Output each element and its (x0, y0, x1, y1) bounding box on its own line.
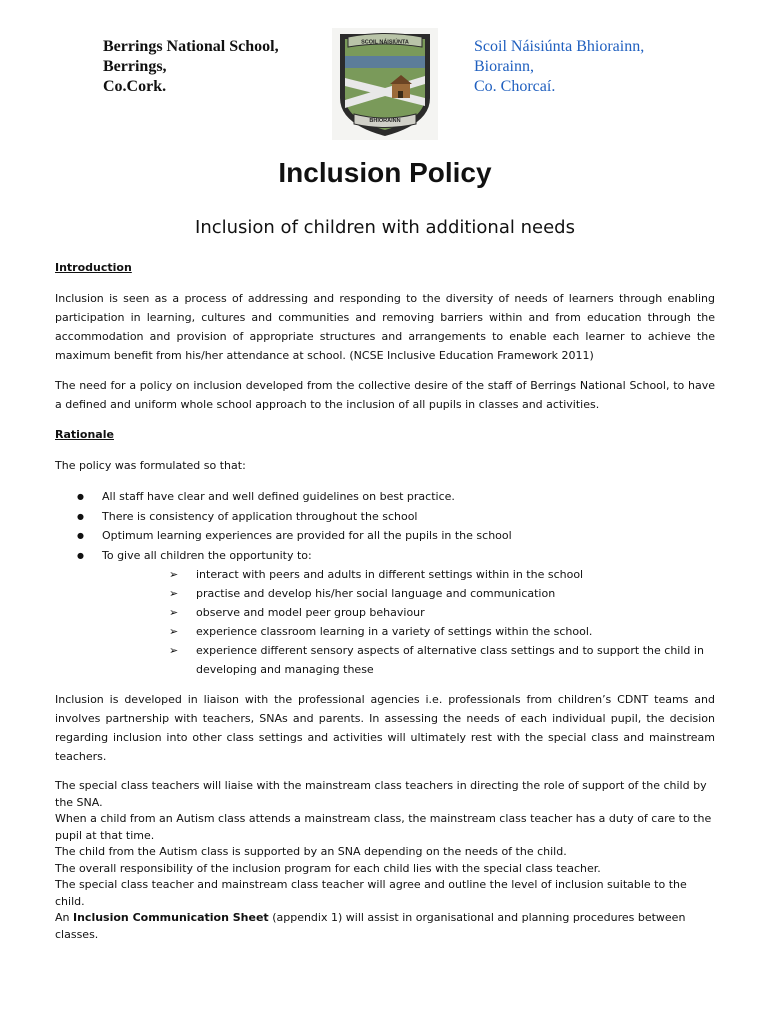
rationale-bullet-list (55, 487, 715, 565)
school-town-irish: Biorainn, (474, 58, 534, 75)
opportunity-sub-list (55, 565, 715, 679)
arrow-item: ➢ experience different sensory aspects of alternative class settings and to support the child in developing and managing these (55, 641, 715, 679)
bullet-item: ● All staff have clear and well defined guidelines on best practice. (55, 487, 715, 507)
crest-bottom-banner-text: BHIORAINN (369, 118, 401, 124)
crest-building-door (398, 91, 403, 98)
school-town: Berrings, (103, 58, 167, 75)
school-name-irish: Scoil Náisiúnta Bhiorainn, (474, 38, 645, 55)
introduction-paragraph-1: Inclusion is seen as a process of addressing and responding to the diversity of needs of learners through enabling participation in learning, cultures and communities and removing barriers within and from education through the accommodation and provision of appropriate structures and arrangements to enable each learner to achieve the maximum benefit from his/her attendance at school. (NCSE Inclusive Education Framework 2011) (55, 292, 715, 362)
school-crest-logo (332, 28, 438, 140)
school-name: Berrings National School, (103, 38, 279, 55)
closing-line-final (55, 910, 715, 943)
bullet-item: ● To give all children the opportunity to: (55, 546, 715, 566)
arrow-item: ➢ observe and model peer group behaviour (55, 603, 715, 622)
liaison-paragraph: Inclusion is developed in liaison with the professional agencies i.e. professionals from children’s CDNT teams and involves partnership with teachers, SNAs and parents. In assessing the needs of each individual pupil, the decision regarding inclusion into other class settings and activities will ultimately rest with the special class and mainstream teachers. (55, 693, 715, 763)
school-county-irish: Co. Chorcaí. (474, 78, 556, 95)
page-subtitle: Inclusion of children with additional needs (195, 217, 575, 238)
closing-line: The special class teacher and mainstream class teacher will agree and outline the level of inclusion suitable to the child. (55, 878, 687, 908)
arrow-item: ➢ experience classroom learning in a variety of settings within the school. (55, 622, 715, 641)
school-county: Co.Cork. (103, 78, 167, 95)
introduction-paragraph-2: The need for a policy on inclusion developed from the collective desire of the staff of Berrings National School, to have a defined and uniform whole school approach to the inclusion of all pupils in classes and activities. (55, 379, 715, 411)
final-line-suffix: (appendix 1) will assist in organisational and planning procedures between classes. (55, 911, 686, 941)
final-line-prefix: An (55, 911, 73, 924)
introduction-heading: Introduction (55, 261, 132, 274)
crest-sky (345, 56, 425, 68)
bullet-item: ● Optimum learning experiences are provided for all the pupils in the school (55, 526, 715, 546)
closing-line: The overall responsibility of the inclusion program for each child lies with the special class teacher. (55, 861, 601, 875)
bullet-item: ● There is consistency of application throughout the school (55, 507, 715, 527)
rationale-heading: Rationale (55, 428, 114, 441)
page-title: Inclusion Policy (278, 157, 492, 188)
school-address-english (103, 37, 279, 97)
arrow-item: ➢ practise and develop his/her social language and communication (55, 584, 715, 603)
closing-section (55, 778, 715, 943)
rationale-lead: The policy was formulated so that: (55, 459, 246, 472)
closing-line: The special class teachers will liaise with the mainstream class teachers in directing the role of support of the child by the SNA. (55, 779, 707, 809)
closing-line: The child from the Autism class is supported by an SNA depending on the needs of the child. (55, 845, 567, 858)
closing-line: When a child from an Autism class attends a mainstream class, the mainstream class teacher has a duty of care to the pupil at that time. (55, 812, 712, 842)
policy-body (55, 258, 715, 943)
inclusion-communication-sheet-term: Inclusion Communication Sheet (73, 911, 269, 924)
school-address-irish (474, 37, 644, 97)
arrow-item: ➢ interact with peers and adults in different settings within in the school (55, 565, 715, 584)
crest-top-banner-text: SCOIL NÁISIÚNTA (361, 39, 409, 46)
